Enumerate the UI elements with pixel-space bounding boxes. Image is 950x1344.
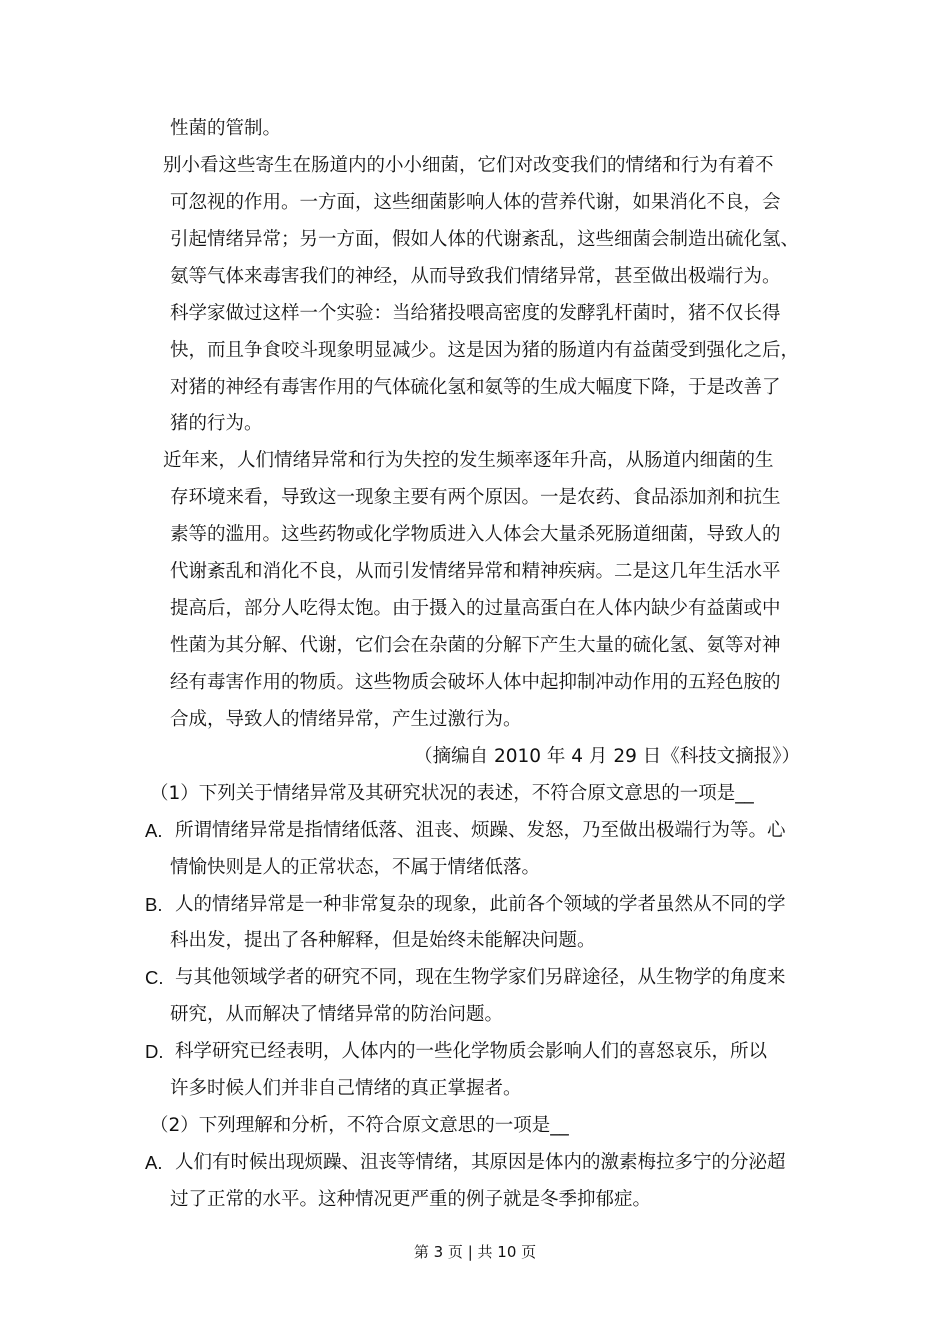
page-footer: 第 3 页 | 共 10 页 <box>413 1243 537 1261</box>
passage-line: 性菌为其分解、代谢，它们会在杂菌的分解下产生大量的硫化氢、氨等对神 <box>170 635 781 657</box>
passage-line: 提高后，部分人吃得太饱。由于摄入的过量高蛋白在人体内缺少有益菌或中 <box>170 598 781 620</box>
source-citation: （摘编自 2010 年 4 月 29 日《科技文摘报》） <box>414 745 800 767</box>
option-label: B. <box>145 893 163 915</box>
question-stem: （1）下列关于情绪异常及其研究状况的表述，不符合原文意思的一项是__ <box>150 782 754 804</box>
passage-line: 近年来，人们情绪异常和行为失控的发生频率逐年升高，从肠道内细菌的生 <box>163 450 774 472</box>
option-text-line: 科学研究已经表明，人体内的一些化学物质会影响人们的喜怒哀乐，所以 <box>175 1041 768 1063</box>
passage-line: 猪的行为。 <box>170 413 263 435</box>
option-text-line: 研究，从而解决了情绪异常的防治问题。 <box>170 1004 504 1026</box>
passage-line: 别小看这些寄生在肠道内的小小细菌，它们对改变我们的情绪和行为有着不 <box>163 154 774 176</box>
passage-line: 引起情绪异常；另一方面，假如人体的代谢紊乱，这些细菌会制造出硫化氢、 <box>170 228 800 250</box>
option-label: C. <box>145 967 164 989</box>
option-label: A. <box>145 1152 163 1174</box>
passage-line: 经有毒害作用的物质。这些物质会破坏人体中起抑制冲动作用的五羟色胺的 <box>170 671 781 693</box>
option-text-line: 许多时候人们并非自己情绪的真正掌握者。 <box>170 1078 522 1100</box>
option-text-line: 科出发，提出了各种解释，但是始终未能解决问题。 <box>170 930 596 952</box>
passage-line: 合成，导致人的情绪异常，产生过激行为。 <box>170 708 522 730</box>
question-stem: （2）下列理解和分析，不符合原文意思的一项是__ <box>150 1115 569 1137</box>
passage-line: 可忽视的作用。一方面，这些细菌影响人体的营养代谢，如果消化不良，会 <box>170 191 781 213</box>
option-text-line: 与其他领域学者的研究不同，现在生物学家们另辟途径，从生物学的角度来 <box>175 967 786 989</box>
passage-line: 存环境来看，导致这一现象主要有两个原因。一是农药、食品添加剂和抗生 <box>170 487 781 509</box>
passage-line: 代谢紊乱和消化不良，从而引发情绪异常和精神疾病。二是这几年生活水平 <box>170 561 781 583</box>
option-text-line: 过了正常的水平。这种情况更严重的例子就是冬季抑郁症。 <box>170 1188 652 1210</box>
passage-line: 素等的滥用。这些药物或化学物质进入人体会大量杀死肠道细菌，导致人的 <box>170 524 781 546</box>
option-label: D. <box>145 1041 164 1063</box>
passage-line: 科学家做过这样一个实验：当给猪投喂高密度的发酵乳杆菌时，猪不仅长得 <box>170 302 781 324</box>
passage-line: 氨等气体来毒害我们的神经，从而导致我们情绪异常，甚至做出极端行为。 <box>170 265 781 287</box>
passage-line: 对猪的神经有毒害作用的气体硫化氢和氨等的生成大幅度下降，于是改善了 <box>170 376 781 398</box>
passage-line: 快，而且争食咬斗现象明显减少。这是因为猪的肠道内有益菌受到强化之后， <box>170 339 800 361</box>
passage-line: 性菌的管制。 <box>170 118 282 139</box>
option-text-line: 情愉快则是人的正常状态，不属于情绪低落。 <box>170 856 541 878</box>
option-text-line: 人的情绪异常是一种非常复杂的现象，此前各个领域的学者虽然从不同的学 <box>175 893 786 915</box>
option-label: A. <box>145 819 163 841</box>
option-text-line: 人们有时候出现烦躁、沮丧等情绪，其原因是体内的激素梅拉多宁的分泌超 <box>175 1152 786 1174</box>
option-text-line: 所谓情绪异常是指情绪低落、沮丧、烦躁、发怒，乃至做出极端行为等。心 <box>175 819 786 841</box>
